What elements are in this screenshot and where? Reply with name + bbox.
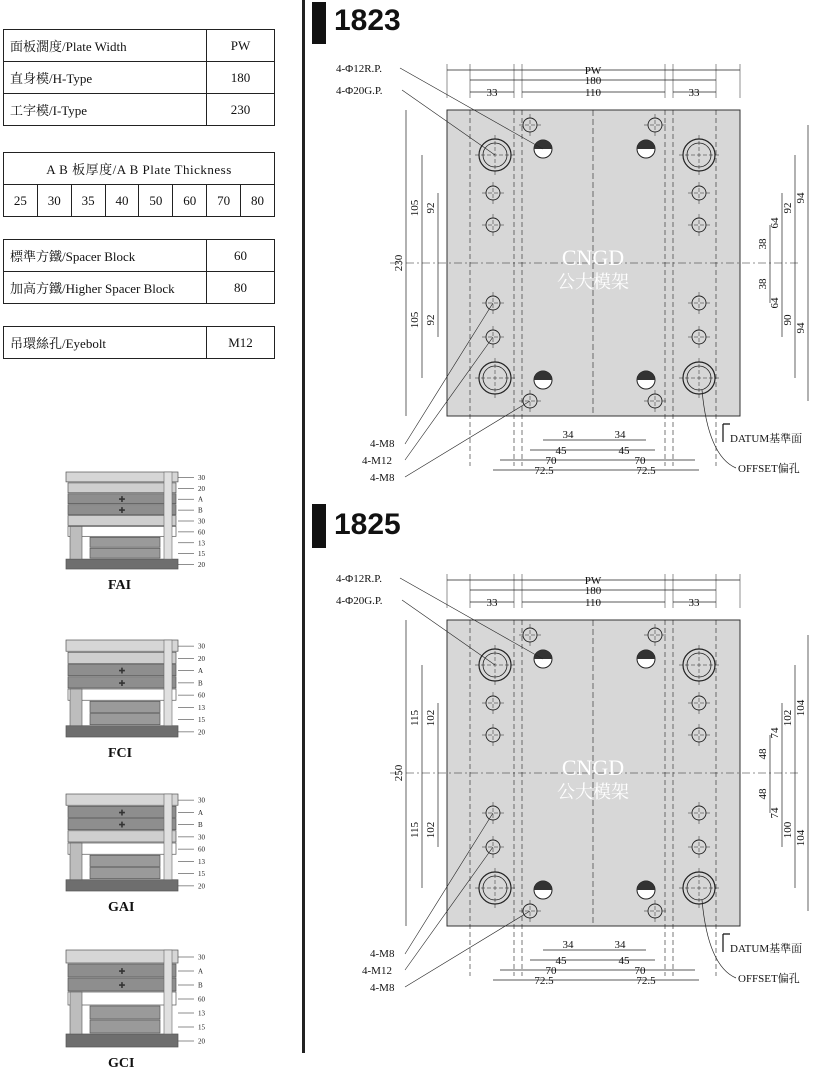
dimension-label: 92 xyxy=(425,202,437,214)
dimension-label: 70 xyxy=(545,455,557,467)
gp-label: 4-Φ20G.P. xyxy=(336,595,383,607)
svg-text:30: 30 xyxy=(198,796,205,805)
table-row xyxy=(4,153,275,185)
m8-label: 4-M8 xyxy=(370,438,395,450)
dimension-label: 104 xyxy=(795,699,807,717)
dimension-label: 33 xyxy=(688,87,700,99)
dimension-label: 180 xyxy=(584,75,602,87)
mold-name-gai: GAI xyxy=(108,900,135,915)
dimension-label: 38 xyxy=(757,278,769,290)
table-cell-value: 40 xyxy=(105,185,139,217)
dimension-label: 74 xyxy=(769,727,781,739)
table-cell-value: 50 xyxy=(139,185,173,217)
dimension-label: 33 xyxy=(486,597,498,609)
svg-text:13: 13 xyxy=(198,1009,205,1018)
svg-text:✚: ✚ xyxy=(118,495,126,505)
table-cell-value: PW xyxy=(207,30,275,62)
table-cell-value: 30 xyxy=(37,185,71,217)
dimension-label: PW xyxy=(584,65,602,77)
table-row xyxy=(4,94,275,126)
dimension-label: 110 xyxy=(584,87,602,99)
dimension-label: 72.5 xyxy=(636,465,656,477)
svg-text:30: 30 xyxy=(198,833,205,842)
m12-label: 4-M12 xyxy=(362,455,392,467)
table-row xyxy=(4,30,275,62)
m8-label: 4-M8 xyxy=(370,472,395,484)
datum-label: DATUM基準面 xyxy=(730,943,803,955)
table-cell-value: 60 xyxy=(173,185,207,217)
m8-label: 4-M8 xyxy=(370,982,395,994)
column-divider xyxy=(302,0,305,1053)
dimension-label: 115 xyxy=(409,821,421,839)
dimension-label: 64 xyxy=(769,297,781,309)
dimension-label: 33 xyxy=(486,87,498,99)
datum-mark xyxy=(723,424,730,442)
offset-label: OFFSET偏孔 xyxy=(738,463,800,475)
spec-table-plate xyxy=(3,29,275,126)
table-cell-value: 180 xyxy=(207,62,275,94)
svg-text:B: B xyxy=(198,506,203,515)
table-cell-value: 70 xyxy=(207,185,241,217)
spec-table-spacer xyxy=(3,239,275,304)
dimension-label: 94 xyxy=(795,192,807,204)
spec-table-eyebolt xyxy=(3,326,275,359)
table-cell-value: 230 xyxy=(207,94,275,126)
dimension-label: 33 xyxy=(688,597,700,609)
svg-text:20: 20 xyxy=(198,561,205,570)
table-cell-value: 60 xyxy=(207,240,275,272)
mold-name-gci: GCI xyxy=(108,1056,135,1071)
dimension-label: 102 xyxy=(425,709,437,727)
title-bar-1825 xyxy=(312,504,326,548)
table-cell-label: 直身模/H-Type xyxy=(4,62,207,94)
dimension-label: 104 xyxy=(795,829,807,847)
rp-label: 4-Φ12R.P. xyxy=(336,573,382,585)
table-cell-value: 25 xyxy=(4,185,38,217)
dimension-label: 92 xyxy=(782,202,794,214)
dimension-label: 34 xyxy=(614,939,626,951)
dimension-label: 70 xyxy=(634,455,646,467)
table-cell-label: 吊環絲孔/Eyebolt xyxy=(4,327,207,359)
svg-text:13: 13 xyxy=(198,703,205,712)
dimension-label: 34 xyxy=(562,939,574,951)
logo-text-cn: 公大模架 xyxy=(557,782,629,802)
spec-table-thickness xyxy=(3,152,275,217)
dimension-label: 105 xyxy=(409,199,421,217)
dimension-label: 72.5 xyxy=(636,975,656,987)
svg-text:30: 30 xyxy=(198,517,205,526)
svg-text:20: 20 xyxy=(198,882,205,891)
table-row xyxy=(4,185,275,217)
datum-mark xyxy=(723,934,730,952)
table-cell-label: 加高方鐵/Higher Spacer Block xyxy=(4,272,207,304)
svg-text:A: A xyxy=(198,808,204,817)
table-row xyxy=(4,240,275,272)
rp-label: 4-Φ12R.P. xyxy=(336,63,382,75)
dimension-label: 100 xyxy=(782,821,794,839)
model-title-1823: 1823 xyxy=(334,4,401,37)
svg-text:30: 30 xyxy=(198,473,205,482)
m8-label: 4-M8 xyxy=(370,948,395,960)
dimension-label: 230 xyxy=(393,254,405,272)
table-cell-value: 35 xyxy=(71,185,105,217)
svg-text:B: B xyxy=(198,821,203,830)
dimension-label: 250 xyxy=(393,764,405,782)
dimension-label: 90 xyxy=(782,314,794,326)
m12-label: 4-M12 xyxy=(362,965,392,977)
dimension-label: 105 xyxy=(409,311,421,329)
svg-text:✚: ✚ xyxy=(118,678,126,688)
dimension-label: 34 xyxy=(562,429,574,441)
dimension-label: 115 xyxy=(409,709,421,727)
dimension-label: 102 xyxy=(782,709,794,727)
mold-diagram-fai xyxy=(62,468,222,578)
dimension-label: 48 xyxy=(757,748,769,760)
dimension-label: 45 xyxy=(618,445,630,457)
dimension-label: 45 xyxy=(555,445,567,457)
logo-text-cn: 公大模架 xyxy=(557,272,629,292)
svg-text:20: 20 xyxy=(198,1037,205,1046)
mold-name-fci: FCI xyxy=(108,746,133,761)
svg-text:30: 30 xyxy=(198,953,205,962)
dimension-label: 110 xyxy=(584,597,602,609)
svg-text:✚: ✚ xyxy=(118,981,126,990)
svg-text:B: B xyxy=(198,679,203,688)
svg-text:60: 60 xyxy=(198,845,205,854)
svg-text:30: 30 xyxy=(198,642,205,651)
table-row xyxy=(4,272,275,304)
dimension-label: 72.5 xyxy=(534,465,554,477)
svg-text:15: 15 xyxy=(198,870,205,879)
dimension-label: 48 xyxy=(757,788,769,800)
logo-text: CNGD xyxy=(561,755,625,780)
svg-text:20: 20 xyxy=(198,654,205,663)
svg-text:15: 15 xyxy=(198,550,205,559)
svg-text:B: B xyxy=(198,981,203,990)
svg-text:13: 13 xyxy=(198,539,205,548)
plate-drawing-1823 xyxy=(330,58,820,490)
table-cell-value: 80 xyxy=(207,272,275,304)
model-title-1825: 1825 xyxy=(334,508,401,541)
dimension-label: 94 xyxy=(795,322,807,334)
svg-text:15: 15 xyxy=(198,716,205,725)
dimension-label: 180 xyxy=(584,585,602,597)
table-cell-label: 面板濶度/Plate Width xyxy=(4,30,207,62)
svg-text:A: A xyxy=(198,495,204,504)
svg-text:13: 13 xyxy=(198,857,205,866)
svg-text:✚: ✚ xyxy=(118,506,126,516)
dimension-label: PW xyxy=(584,575,602,587)
svg-text:60: 60 xyxy=(198,691,205,700)
svg-text:60: 60 xyxy=(198,528,205,537)
table-cell-value: M12 xyxy=(207,327,275,359)
mold-diagram-gai xyxy=(62,790,222,900)
svg-text:✚: ✚ xyxy=(118,967,126,976)
mold-name-fai: FAI xyxy=(108,578,132,593)
logo-text: CNGD xyxy=(561,245,625,270)
svg-text:✚: ✚ xyxy=(118,808,126,818)
datum-label: DATUM基準面 xyxy=(730,433,803,445)
svg-text:✚: ✚ xyxy=(118,666,126,676)
offset-label: OFFSET偏孔 xyxy=(738,973,800,985)
dimension-label: 92 xyxy=(425,314,437,326)
dimension-label: 45 xyxy=(618,955,630,967)
svg-text:60: 60 xyxy=(198,995,205,1004)
svg-text:20: 20 xyxy=(198,728,205,737)
table-row xyxy=(4,327,275,359)
dimension-label: 70 xyxy=(634,965,646,977)
mold-diagram-gci xyxy=(62,946,222,1056)
dimension-label: 70 xyxy=(545,965,557,977)
mold-diagram-fci xyxy=(62,636,222,746)
svg-text:15: 15 xyxy=(198,1023,205,1032)
dimension-label: 74 xyxy=(769,807,781,819)
table-cell-label: 工字模/I-Type xyxy=(4,94,207,126)
dimension-label: 72.5 xyxy=(534,975,554,987)
table-cell-value: 80 xyxy=(241,185,275,217)
svg-text:✚: ✚ xyxy=(118,820,126,830)
table-header: A B 板厚度/A B Plate Thickness xyxy=(4,153,275,185)
plate-drawing-1825 xyxy=(330,568,820,1000)
dimension-label: 64 xyxy=(769,217,781,229)
dimension-label: 45 xyxy=(555,955,567,967)
svg-text:20: 20 xyxy=(198,484,205,493)
table-cell-label: 標準方鐵/Spacer Block xyxy=(4,240,207,272)
svg-text:A: A xyxy=(198,967,204,976)
dimension-label: 102 xyxy=(425,821,437,839)
dimension-label: 38 xyxy=(757,238,769,250)
title-bar-1823 xyxy=(312,2,326,44)
gp-label: 4-Φ20G.P. xyxy=(336,85,383,97)
dimension-label: 34 xyxy=(614,429,626,441)
svg-text:A: A xyxy=(198,667,204,676)
table-row xyxy=(4,62,275,94)
